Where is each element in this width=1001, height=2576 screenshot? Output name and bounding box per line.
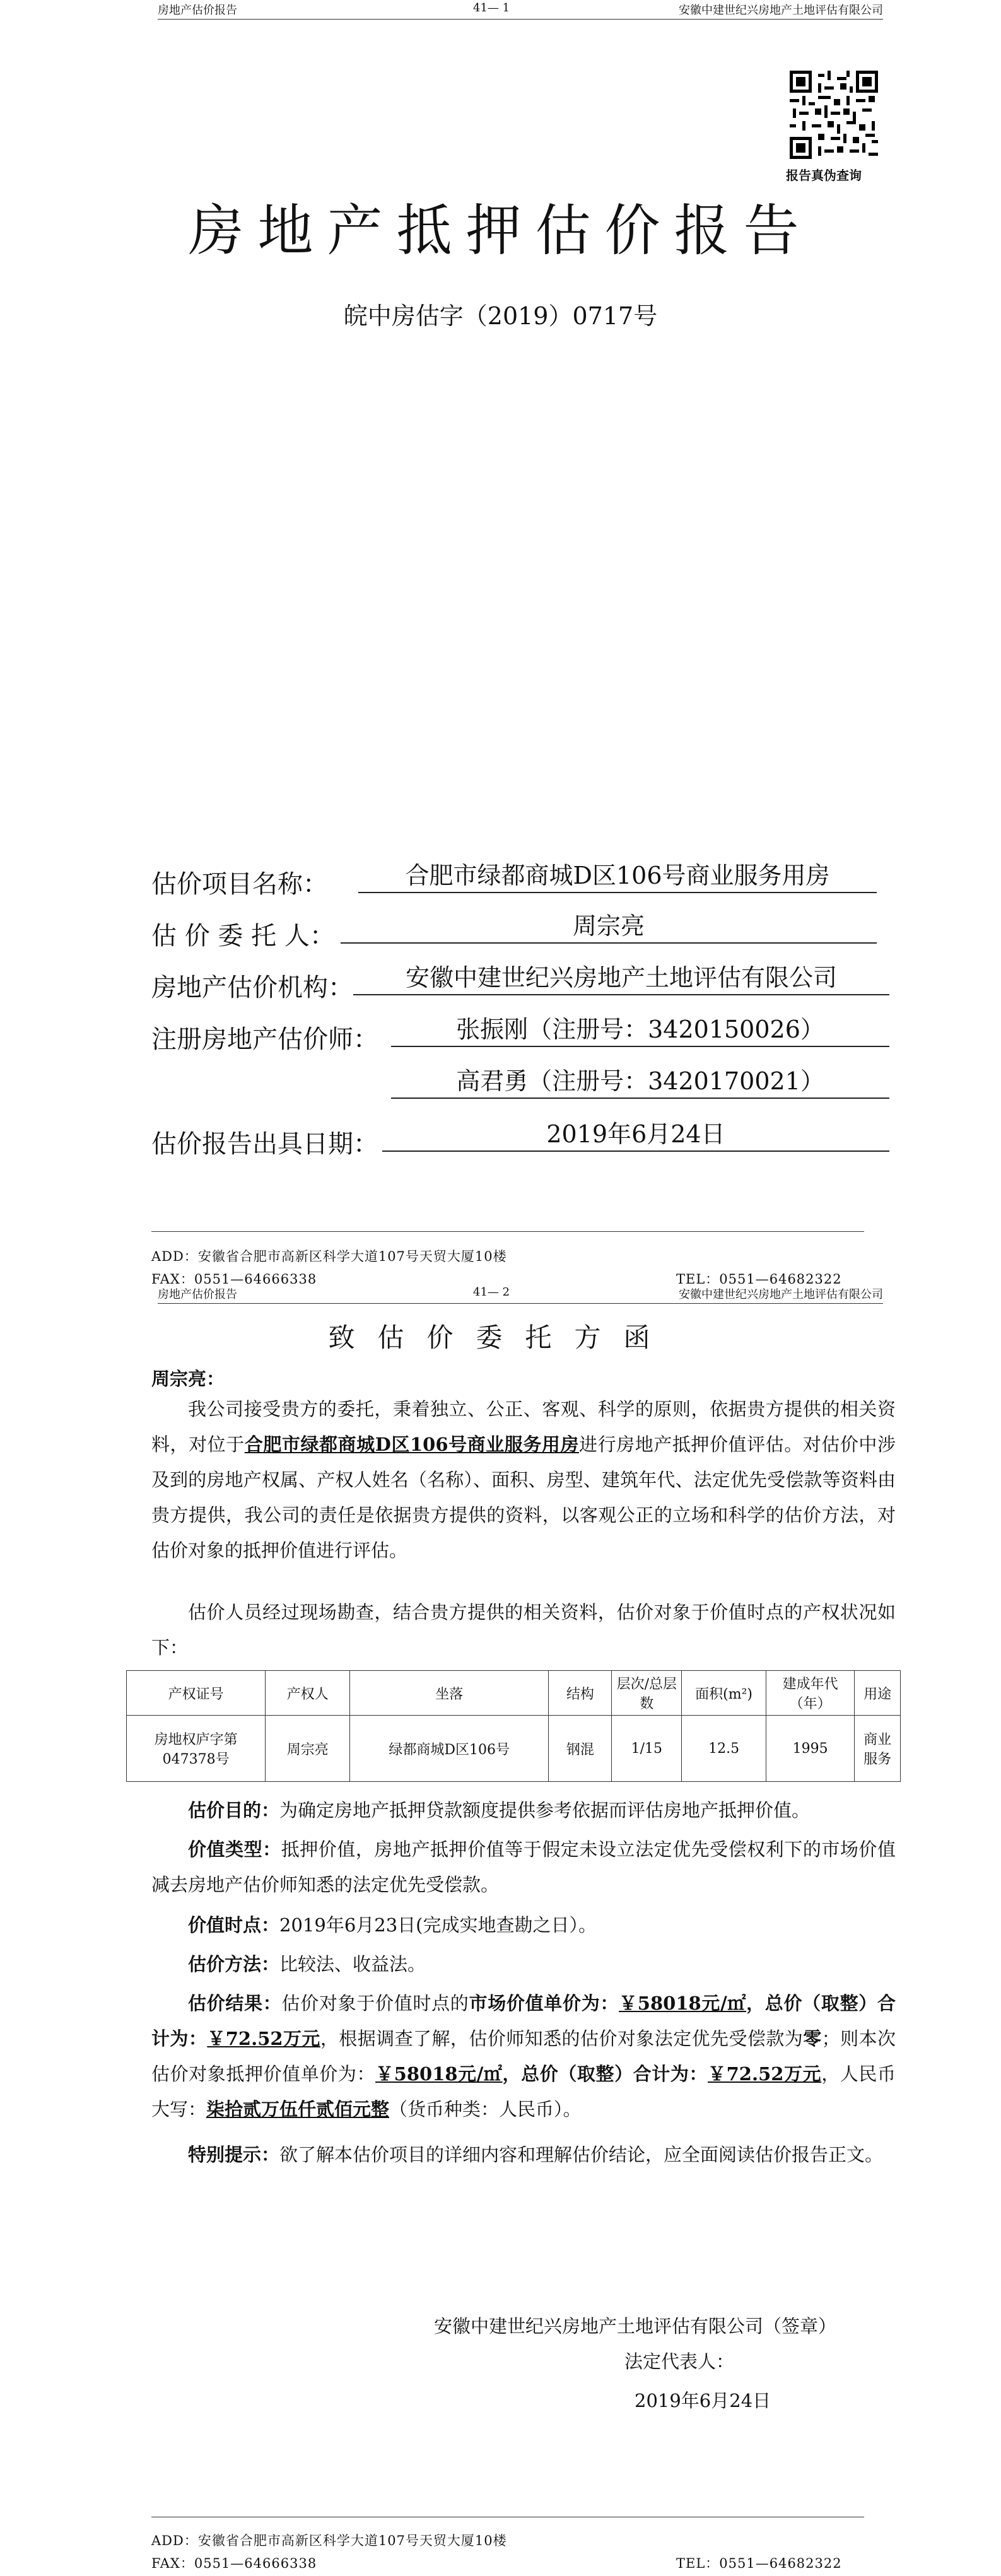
header-left: 房地产估价报告 [158,1288,237,1301]
th-area: 面积(m²) [682,1671,766,1716]
letter-para-1: 我公司接受贵方的委托，秉着独立、公正、客观、科学的原则，依据贵方提供的相关资料，对位于合肥市绿都商城D区106号商业服务用房进行房地产抵押价值评估。对估价中涉及到的房地产权属、产权人姓名（名称）、面积、房型、建筑年代、法定优先受偿款等资料由贵方提供，我公司的责任是依据贵方提供的资料，以客观公正的立场和科学的估价方法，对估价对象的抵押价值进行评估。 [151,1398,896,1561]
cell-owner: 周宗亮 [266,1716,350,1782]
page-header [158,0,883,20]
header-right: 安徽中建世纪兴房地产土地评估有限公司 [679,4,883,17]
footer-tel: TEL：0551—64682322 [676,1272,842,1287]
appraiser2-value: 高君勇（注册号：3420170021） [391,1065,889,1099]
property-rights-table [126,1670,901,1782]
cell-area: 12.5 [682,1716,766,1782]
cell-cert-no: 房地权庐字第047378号 [127,1716,266,1782]
footer-tel: TEL：0551—64682322 [676,2556,842,2571]
th-floor: 层次/总层数 [612,1671,682,1716]
qr-code-icon [790,71,878,159]
signer-company: 安徽中建世纪兴房地产土地评估有限公司（签章） [434,2315,837,2337]
date-value: 2019年6月24日 [382,1118,889,1152]
sign-date: 2019年6月24日 [635,2390,771,2411]
th-location: 坐落 [350,1671,549,1716]
document-number: 皖中房估字（2019）0717号 [343,302,658,330]
special-tip-paragraph: 特别提示：欲了解本估价项目的详细内容和理解估价结论，应全面阅读估价报告正文。 [188,2144,884,2165]
date-label: 估价报告出具日期： [151,1130,378,1159]
appraiser1-value: 张振刚（注册号：3420150026） [391,1013,889,1047]
header-page-number: 41— 2 [473,1285,510,1299]
agency-label: 房地产估价机构： [151,973,353,1002]
client-value: 周宗亮 [341,910,877,944]
value-time-paragraph: 价值时点：2019年6月23日(完成实地查勘之日）。 [188,1914,597,1936]
report-title: 房地产抵押估价报告 [188,198,813,263]
letter-salutation: 周宗亮： [151,1368,225,1390]
cell-use: 商业服务 [855,1716,901,1782]
th-use: 用途 [855,1671,901,1716]
header-page-number: 41— 1 [473,1,510,15]
header-right: 安徽中建世纪兴房地产土地评估有限公司 [679,1288,883,1301]
table-row [127,1716,901,1782]
purpose-paragraph: 估价目的：为确定房地产抵押贷款额度提供参考依据而评估房地产抵押价值。 [188,1800,811,1821]
result-paragraph: 估价结果：估价对象于价值时点的市场价值单价为：￥58018元/㎡，总价（取整）合计为：￥72.52万元，根据调查了解，估价师知悉的估价对象法定优先受偿款为零；则本次估价对象抵押价值单价为：￥58018元/㎡，总价（取整）合计为：￥72.52万元，人民币大写：柒拾贰万伍仟贰佰元整（货币种类：人民币）。 [151,1993,896,2120]
footer-fax: FAX：0551—64666338 [151,1272,317,1287]
project-value: 合肥市绿都商城D区106号商业服务用房 [358,859,877,893]
th-structure: 结构 [549,1671,612,1716]
method-paragraph: 估价方法：比较法、收益法。 [188,1953,426,1975]
table-header-row [127,1671,901,1716]
cell-structure: 钢混 [549,1716,612,1782]
header-left: 房地产估价报告 [158,4,237,17]
footer-divider [151,1231,864,1232]
legal-representative: 法定代表人： [624,2351,735,2372]
page-header-2 [158,1284,883,1304]
letter-title: 致估价委托方函 [328,1322,673,1353]
th-owner: 产权人 [266,1671,350,1716]
th-cert-no: 产权证号 [127,1671,266,1716]
value-type-paragraph: 价值类型：抵押价值，房地产抵押价值等于假定未设立法定优先受偿权利下的市场价值减去房地产估价师知悉的法定优先受偿款。 [151,1839,896,1895]
agency-value: 安徽中建世纪兴房地产土地评估有限公司 [353,961,889,995]
cell-floor: 1/15 [612,1716,682,1782]
th-year: 建成年代（年） [766,1671,855,1716]
cell-location: 绿都商城D区106号 [350,1716,549,1782]
project-label: 估价项目名称： [151,870,328,899]
footer-address: ADD：安徽省合肥市高新区科学大道107号天贸大厦10楼 [151,1249,507,1264]
client-label: 估 价 委 托 人： [151,922,335,951]
qr-caption: 报告真伪查询 [786,168,862,183]
footer-address: ADD：安徽省合肥市高新区科学大道107号天贸大厦10楼 [151,2533,507,2548]
footer-fax: FAX：0551—64666338 [151,2556,317,2571]
cell-year: 1995 [766,1716,855,1782]
appraiser-label: 注册房地产估价师： [151,1025,378,1054]
letter-para-2: 估价人员经过现场勘查，结合贵方提供的相关资料，估价对象于价值时点的产权状况如下： [151,1601,896,1658]
